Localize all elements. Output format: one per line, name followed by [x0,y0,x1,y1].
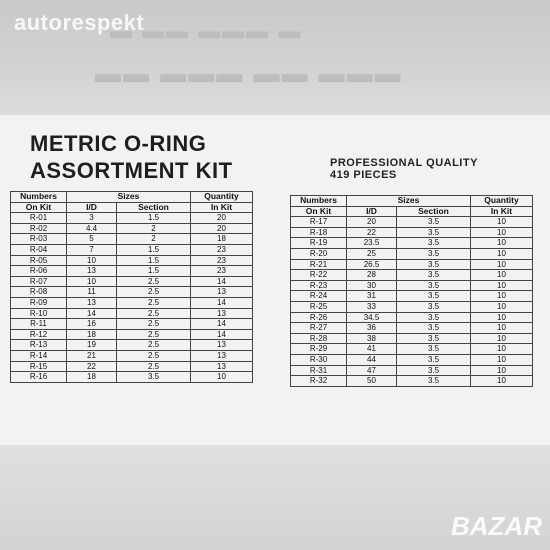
cell-ring-number: R-10 [11,308,67,319]
cell-inner-diameter: 26.5 [347,259,397,270]
cell-ring-number: R-14 [11,350,67,361]
cell-ring-number: R-23 [291,280,347,291]
header-sizes: Sizes [67,192,191,203]
table-row [291,301,533,312]
background-bottom [0,445,550,550]
blurred-background-text: ▬ ▬▬ ▬▬▬ ▬ [110,18,303,43]
cell-inner-diameter: 33 [347,301,397,312]
cell-quantity: 23 [191,255,253,266]
cell-quantity: 20 [191,223,253,234]
cell-section: 2.5 [117,308,191,319]
right-size-table [290,195,533,387]
cell-inner-diameter: 19 [67,340,117,351]
cell-section: 3.5 [397,270,471,281]
cell-quantity: 13 [191,340,253,351]
left-size-table [10,191,253,383]
cell-ring-number: R-18 [291,227,347,238]
cell-ring-number: R-06 [11,266,67,277]
cell-inner-diameter: 34.5 [347,312,397,323]
table-row [291,238,533,249]
cell-section: 2 [117,234,191,245]
bazar-logo: BAZAR [451,511,542,541]
cell-inner-diameter: 13 [67,266,117,277]
cell-ring-number: R-21 [291,259,347,270]
watermark-text: autorespekt [14,10,145,35]
cell-ring-number: R-11 [11,319,67,330]
page-title-line2: ASSORTMENT KIT [30,158,233,183]
cell-ring-number: R-32 [291,376,347,387]
cell-quantity: 14 [191,297,253,308]
header-numbers: Numbers [11,192,67,203]
cell-ring-number: R-17 [291,217,347,228]
cell-inner-diameter: 36 [347,323,397,334]
cell-inner-diameter: 7 [67,244,117,255]
cell-section: 3.5 [397,227,471,238]
table-row [291,217,533,228]
cell-section: 3.5 [397,291,471,302]
cell-ring-number: R-24 [291,291,347,302]
cell-quantity: 23 [191,244,253,255]
cell-section: 1.5 [117,255,191,266]
cell-ring-number: R-31 [291,365,347,376]
cell-section: 3.5 [397,248,471,259]
cell-section: 3.5 [397,354,471,365]
cell-inner-diameter: 18 [67,329,117,340]
cell-quantity: 13 [191,308,253,319]
cell-section: 2.5 [117,329,191,340]
cell-inner-diameter: 16 [67,319,117,330]
cell-inner-diameter: 20 [347,217,397,228]
table-row [11,372,253,383]
cell-inner-diameter: 18 [67,372,117,383]
table-row [291,323,533,334]
cell-section: 2.5 [117,297,191,308]
cell-section: 1.5 [117,266,191,277]
cell-section: 2.5 [117,350,191,361]
table-row [11,255,253,266]
cell-ring-number: R-03 [11,234,67,245]
cell-quantity: 10 [471,354,533,365]
cell-inner-diameter: 31 [347,291,397,302]
cell-ring-number: R-12 [11,329,67,340]
table-row [291,333,533,344]
table-row [291,354,533,365]
header-section: Section [397,206,471,217]
cell-ring-number: R-15 [11,361,67,372]
cell-ring-number: R-20 [291,248,347,259]
table-header-row [291,196,533,207]
table-row [11,234,253,245]
cell-inner-diameter: 47 [347,365,397,376]
header-quantity: Quantity [471,196,533,207]
blurred-background-text: ▬▬ ▬▬▬ ▬▬ ▬▬▬ [95,58,403,88]
cell-ring-number: R-22 [291,270,347,281]
header-section: Section [117,202,191,213]
cell-quantity: 14 [191,276,253,287]
table-row [11,213,253,224]
cell-inner-diameter: 50 [347,376,397,387]
table-row [291,376,533,387]
table-row [11,244,253,255]
cell-section: 3.5 [397,333,471,344]
table-row [291,259,533,270]
cell-quantity: 10 [471,365,533,376]
table-row [291,312,533,323]
table-row [11,266,253,277]
header-on-kit: On Kit [291,206,347,217]
cell-inner-diameter: 13 [67,297,117,308]
cell-quantity: 10 [471,333,533,344]
cell-inner-diameter: 14 [67,308,117,319]
header-on-kit: On Kit [11,202,67,213]
table-row [11,329,253,340]
cell-quantity: 13 [191,287,253,298]
cell-quantity: 10 [471,323,533,334]
cell-quantity: 10 [471,238,533,249]
cell-quantity: 13 [191,361,253,372]
cell-ring-number: R-29 [291,344,347,355]
cell-quantity: 14 [191,329,253,340]
cell-quantity: 23 [191,266,253,277]
cell-inner-diameter: 21 [67,350,117,361]
cell-inner-diameter: 25 [347,248,397,259]
table-row [291,270,533,281]
cell-ring-number: R-01 [11,213,67,224]
table-header-row [11,192,253,203]
cell-ring-number: R-27 [291,323,347,334]
cell-quantity: 10 [471,227,533,238]
table-row [291,227,533,238]
background-top [0,0,550,115]
cell-quantity: 10 [471,344,533,355]
cell-ring-number: R-04 [11,244,67,255]
cell-quantity: 10 [471,270,533,281]
header-in-kit: In Kit [191,202,253,213]
cell-quantity: 20 [191,213,253,224]
subtitle-quality: PROFESSIONAL QUALITY [330,157,478,169]
cell-inner-diameter: 4.4 [67,223,117,234]
table-subheader-row [11,202,253,213]
cell-section: 2.5 [117,340,191,351]
cell-inner-diameter: 5 [67,234,117,245]
cell-section: 3.5 [397,376,471,387]
table-row [11,276,253,287]
table-row [11,287,253,298]
header-in-kit: In Kit [471,206,533,217]
cell-ring-number: R-28 [291,333,347,344]
cell-quantity: 10 [471,217,533,228]
table-row [11,319,253,330]
cell-section: 1.5 [117,244,191,255]
cell-inner-diameter: 30 [347,280,397,291]
cell-ring-number: R-13 [11,340,67,351]
cell-section: 3.5 [397,365,471,376]
cell-section: 3.5 [397,301,471,312]
cell-section: 2 [117,223,191,234]
cell-inner-diameter: 3 [67,213,117,224]
cell-inner-diameter: 22 [67,361,117,372]
cell-section: 1.5 [117,213,191,224]
cell-quantity: 10 [471,259,533,270]
cell-inner-diameter: 10 [67,255,117,266]
cell-quantity: 14 [191,319,253,330]
cell-quantity: 10 [471,248,533,259]
cell-section: 3.5 [397,217,471,228]
cell-inner-diameter: 28 [347,270,397,281]
cell-ring-number: R-07 [11,276,67,287]
header-id: I/D [347,206,397,217]
cell-section: 2.5 [117,276,191,287]
cell-ring-number: R-02 [11,223,67,234]
table-row [291,291,533,302]
cell-section: 3.5 [117,372,191,383]
table-row [291,280,533,291]
table-subheader-row [291,206,533,217]
cell-ring-number: R-08 [11,287,67,298]
cell-ring-number: R-30 [291,354,347,365]
subtitle-pieces: 419 PIECES [330,169,397,181]
table-row [291,248,533,259]
page-title-line1: METRIC O-RING [30,131,207,156]
cell-ring-number: R-05 [11,255,67,266]
cell-section: 3.5 [397,280,471,291]
cell-quantity: 13 [191,350,253,361]
cell-ring-number: R-25 [291,301,347,312]
cell-quantity: 10 [471,280,533,291]
table-row [291,344,533,355]
cell-section: 2.5 [117,287,191,298]
table-row [11,361,253,372]
table-row [11,223,253,234]
cell-section: 2.5 [117,361,191,372]
cell-quantity: 10 [471,312,533,323]
cell-inner-diameter: 41 [347,344,397,355]
cell-inner-diameter: 22 [347,227,397,238]
cell-quantity: 18 [191,234,253,245]
cell-section: 3.5 [397,238,471,249]
cell-ring-number: R-09 [11,297,67,308]
table-row [11,297,253,308]
cell-ring-number: R-26 [291,312,347,323]
header-sizes: Sizes [347,196,471,207]
table-row [11,350,253,361]
cell-section: 3.5 [397,323,471,334]
table-row [11,340,253,351]
table-row [291,365,533,376]
header-numbers: Numbers [291,196,347,207]
cell-quantity: 10 [471,376,533,387]
cell-inner-diameter: 38 [347,333,397,344]
cell-ring-number: R-16 [11,372,67,383]
cell-section: 2.5 [117,319,191,330]
cell-inner-diameter: 23.5 [347,238,397,249]
header-id: I/D [67,202,117,213]
cell-quantity: 10 [191,372,253,383]
cell-section: 3.5 [397,312,471,323]
cell-quantity: 10 [471,301,533,312]
cell-section: 3.5 [397,259,471,270]
cell-ring-number: R-19 [291,238,347,249]
table-row [11,308,253,319]
cell-quantity: 10 [471,291,533,302]
cell-section: 3.5 [397,344,471,355]
header-quantity: Quantity [191,192,253,203]
cell-inner-diameter: 10 [67,276,117,287]
cell-inner-diameter: 44 [347,354,397,365]
cell-inner-diameter: 11 [67,287,117,298]
